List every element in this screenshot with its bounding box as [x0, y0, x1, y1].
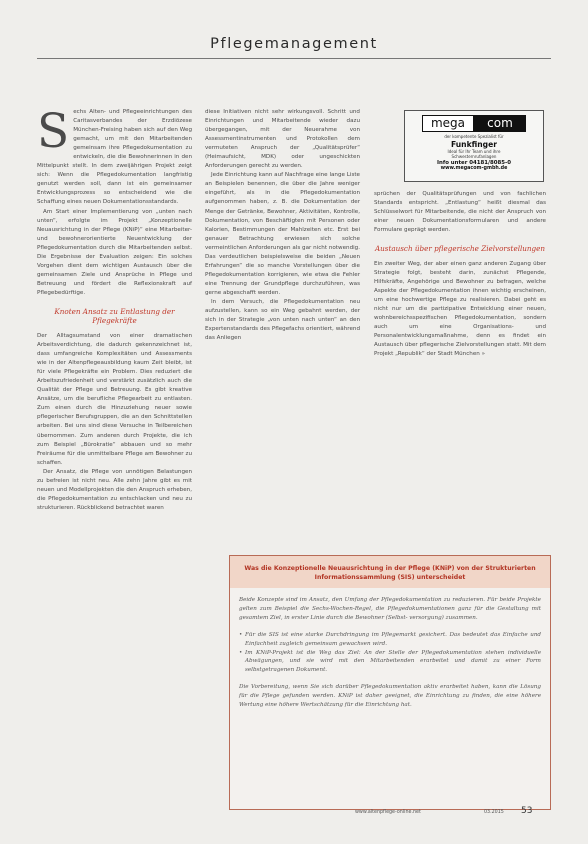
page-number: 53: [521, 806, 533, 816]
paragraph: Am Start einer Implementierung von „unten nach unten“, erfolgte im Projekt „Konzeptionelle Neuausrichtung in der Pflege (KNiP)“ eine Mitarbeiter- und bewohnerorientierte Neuentwicklung der Pflegedokumentation durch die Mitarbeitenden selbst. Die Ergebnisse der Evaluation zeigen: Ein solches Vorgehen dient dem wichtigen Austausch über die gemeinsamen Ziele und Ansprüche in Pflege und Betreuung und fördert die Reflexionskraft auf Pflegebedürftige.: [37, 208, 192, 296]
ad-url[interactable]: www.megacom-gmbh.de: [440, 166, 508, 171]
subheading: Austausch über pflegerische Zielvorstellungen: [374, 244, 546, 254]
page-title: Pflegemanagement: [210, 36, 378, 52]
subheading: Knoten Ansatz zu Entlastung der Pflegekräfte: [54, 306, 175, 326]
paragraph: In dem Versuch, die Pflegedokumentation neu aufzustellen, kann so ein Weg gebahnt werden, der sich in der Strategie „von unten nach unten“ an den Expertenstandards des Pflegefachs orientiert, während das Anliegen: [205, 298, 360, 342]
intro-paragraph: [37, 104, 192, 208]
paragraph: sprüchen der Qualitätsprüfungen und von fachlichen Standards entspricht. „Entlastung“ heißt diesmal das Schlüsselwort für Mitarbeitende, die nicht der Anspruch von einer neuen Dokumentationsformularen und andere Formulare geprägt werden.: [374, 191, 546, 234]
megacom-advertisement[interactable]: [404, 110, 544, 182]
infobox-list: [239, 631, 541, 676]
dropcap: S: [37, 104, 70, 159]
list-item: • Für die SIS ist eine starke Durchdringung im Pflegemarkt gesichert. Das bedeutet das Einfache und Einfachheit zugleich gemeinsam gewachsen wird.: [239, 631, 541, 649]
ad-title: Funkfinger: [450, 140, 498, 149]
ad-small-text: Ideal für Ihr Team und ihre: [447, 149, 501, 154]
footer-date: 03.2015: [484, 810, 504, 815]
comparison-infobox: [229, 555, 551, 810]
ad-phone: Info unter 04181/8085-0: [437, 160, 511, 166]
list-item: • Im KNiP-Projekt ist die Weg das Ziel: An der Stelle der Pflegedokumentation stehen individuelle Abwägungen, und sie wird mit den Mitarbeitenden erarbeitet und damit zu einer Form selbstgetragenen Dokument.: [239, 649, 541, 676]
infobox-body: [230, 588, 550, 726]
ad-tagline: der kompetente Spezialist für: [444, 134, 504, 139]
footer-url[interactable]: www.altenpflege-online.net: [355, 810, 421, 815]
paragraph: diese Initiativen nicht sehr wirkungsvoll. Schritt und Einrichtungen und Mitarbeitende wieder dazu übergegangen, mit der Neuerahme von Assessmentinstrumenten und Protokollen dem vermuteten Anspruch der „Qualitätsprüfer“ (Heimaufsicht, MDK) oder ungeschickten Anforderungen gerecht zu werden.: [205, 109, 360, 170]
paragraph: Ein zweiter Weg, der aber einen ganz anderen Zugang über Strategie folgt, besteht darin, zunächst Pflegende, Hilfskräfte, Angehörige und Bewohner zu befragen, welche Aspekte der Pflegedokumentation ihnen wichtig erscheinen, um eine hochwertige Pflege zu realisieren. Dabei geht es nicht nur um die partizipative Entwicklung einer neuen, wohnbereichsspezifischen Pflegedokumentation, sondern auch um eine Organisations- und Personalentwicklungsmaßnahme, denn es findet ein Austausch über pflegerische Zielvorstellungen statt. Mit dem Projekt „Republik“ der Stadt München »: [374, 260, 546, 358]
article-column-2: [205, 108, 360, 343]
infobox-outro: Die Vorbereitung, wenn Sie sich darüber Pflegedokumentation aktiv erarbeitet haben, kann die Lösung für die Pflege gefunden werden. KNiP ist daher geeignet, die Einrichtung zu finden, die eine höhere Wertung eine höhere Wertschätzung für die Einrichtung hat.: [239, 684, 541, 709]
article-column-3: [374, 190, 546, 359]
header-rule: [37, 58, 551, 59]
infobox-heading: Was die Konzeptionelle Neuausrichtung in der Pflege (KNiP) von der Strukturierten Informationssammlung (SIS) unterscheidet: [230, 556, 550, 588]
ad-small-text: Schwesternrufanlagen: [451, 154, 497, 159]
infobox-intro: Beide Konzepte sind im Ansatz, den Umfang der Pflegedokumentation zu reduzieren. Für beide Projekte gelten zum Beispiel die Sechs-Wochen-Regel, die Pflegedokumentationen ganz für die Gestaltung mit gesamtem Ziel, in erster Linie durch die Bewohner (Selbst- versorgung) zusammen.: [239, 597, 541, 621]
article-column-1: [37, 104, 192, 513]
paragraph: Jede Einrichtung kann auf Nachfrage eine lange Liste an Beispielen benennen, die über die Jahre weniger eingeführt, als in die Pflegedokumentation aufgenommen haben, z. B. die Dokumentation der Menge der Getränke, Bewohner, Aktivitäten, Kontrolle, Dokumentation, von Beschäftigten mit Personen oder Kalorien, Bestimmungen der Mahlzeiten etc. Erst bei genauer Betrachtung erwiesen sich solche vermeintlichen Anforderungen als gar nicht notwendig. Das verdeutlichen beispielsweise die beiden „Neuen Erfahrungen“ die so manche Vorstellungen über die Pflegedokumentation korrigieren, wie etwa die Fehler eine Trennung der Grundpflege durchzuführen, was gerne abgeschafft werden.: [205, 172, 360, 296]
paragraph: Der Ansatz, die Pflege von unnötigen Belastungen zu befreien ist nicht neu. Alle zehn Jahre gibt es mit neuen und Modellprojekten die den Anspruch erheben, die Pflegedokumentation zu entschlacken und neu zu strukturieren. Rückblickend betrachtet waren: [37, 468, 192, 511]
megacom-logo: mega com: [422, 115, 526, 132]
paragraph: Der Alltagsumstand von einer dramatischen Arbeitsverdichtung, die dadurch gekennzeichnet ist, dass umfangreiche Komplexitäten und Assessments wie in der Altenpflegeausbildung kaum Zeit bleibt, ist für viele Pflegekräfte ein Problem. Dies reduziert die Arbeitszufriedenheit und verstärkt zusätzlich auch die Qualität der Pflege und Betreuung. Es gibt kreative Ansätze, um die berufliche Pflegearbeit zu entlasten. Zum einen durch die Hinzuziehung neuer sowie pflegerischer Berufsgruppen, die an den Schnittstellen arbeiten. Bei uns sind diese Versuche in Teilbereichen übernommen. Zum anderen durch Projekte, die ich zum Beispiel „Bürokratie“ abbauen und so mehr Freiräume für die unmittelbare Pflege am Bewohner zu schaffen.: [37, 332, 192, 466]
intro-text: echs Alten- und Pflegeeinrichtungen des Caritasverbandes der Erzdiözese München-Freising haben sich auf den Weg gemacht, um mit den Mitarbeitenden gemeinsam ihre Pflegedokumentation zu entwickeln, die die Bewohnerinnen in den Mittelpunkt stellt. In dem zweijährigen Projekt zeigt sich: Wenn die Pflegedokumentation langfristig genutzt werden soll, dann ist ein gemeinsamer Entwicklungsprozess so entscheidend wie die Schaffung eines neuen Dokumentationsstandards.: [37, 109, 192, 206]
